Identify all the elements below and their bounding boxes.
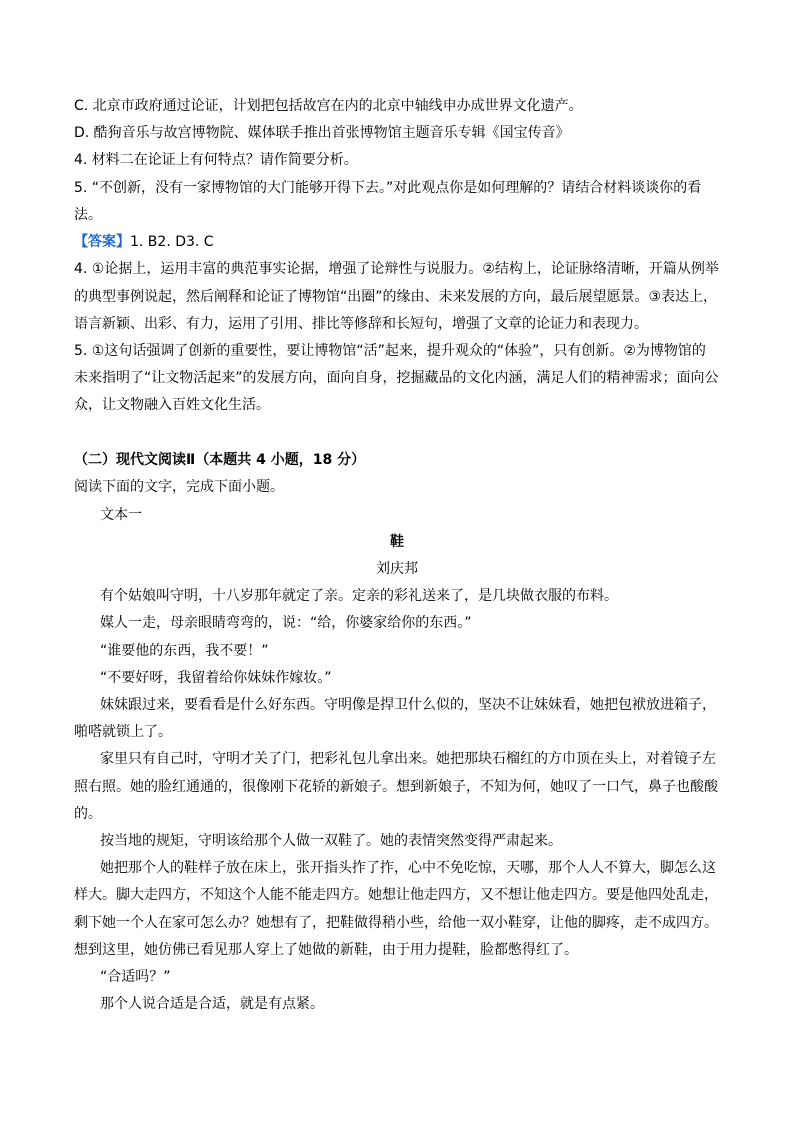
answer-5-line-3: 众，让文物融入百姓文化生活。 [74, 397, 270, 413]
answer-5-line-2: 未来指明了“让文物活起来”的发展方向，面向自身，挖掘藏品的文化内涵，满足人们的精神需求；面向公 [74, 370, 719, 386]
answer-4-line-1: 4. ①论据上，运用丰富的典范事实论据，增强了论辩性与说服力。②结构上，论证脉络清晰，开篇从例举 [74, 261, 719, 277]
answer-tag: 【答案】 [74, 234, 130, 250]
paragraph-1: 有个姑娘叫守明，十八岁那年就定了亲。定亲的彩礼送来了，是几块做衣服的布料。 [100, 588, 618, 604]
story-title: 鞋 [390, 534, 404, 550]
answer-5-line-1: 5. ①这句话强调了创新的重要性，要让博物馆“活”起来，提升观众的“体验”，只有创新。②为博物馆的 [74, 343, 706, 359]
answer-mc: 1. B2. D3. C [130, 234, 214, 250]
paragraph-8-line-2: 样大。脚大走四方，不知这个人能不能走四方。她想让他走四方，又不想让他走四方。要是他四处乱走， [74, 887, 718, 903]
option-c: C. 北京市政府通过论证，计划把包括故宫在内的北京中轴线申办成世界文化遗产。 [74, 98, 583, 114]
paragraph-5-line-1: 妹妹跟过来，要看看是什么好东西。守明像是捍卫什么似的，坚决不让妹妹看，她把包袱放进箱子， [100, 697, 716, 713]
section-title: （二）现代文阅读Ⅱ（本题共 4 小题，18 分） [74, 452, 366, 468]
paragraph-2: 媒人一走，母亲眼睛弯弯的，说：“给，你婆家给你的东西。” [100, 615, 472, 631]
answer-4-line-3: 语言新颖、出彩、有力，运用了引用、排比等修辞和长短句，增强了文章的论证力和表现力。 [74, 316, 648, 332]
paragraph-3: “谁要他的东西，我不要！” [100, 643, 269, 659]
paragraph-9: “合适吗？” [100, 969, 171, 985]
option-d: D. 酷狗音乐与故宫博物院、媒体联手推出首张博物馆主题音乐专辑《国宝传音》 [74, 125, 570, 141]
paragraph-7: 按当地的规矩，守明该给那个人做一双鞋了。她的表情突然变得严肃起来。 [100, 833, 562, 849]
paragraph-6-line-1: 家里只有自己时，守明才关了门，把彩礼包儿拿出来。她把那块石榴红的方巾顶在头上，对着镜子左 [100, 751, 716, 767]
paragraph-8-line-4: 想到这里，她仿佛已看见那人穿上了她做的新鞋，由于用力提鞋，脸都憋得红了。 [74, 942, 578, 958]
paragraph-6-line-2: 照右照。她的脸红通通的，很像刚下花轿的新娘子。想到新娘子，不知为何，她叹了一口气，鼻子也酸酸 [74, 779, 718, 795]
paragraph-4: “不要好呀，我留着给你妹妹作嫁妆。” [100, 670, 332, 686]
instruction: 阅读下面的文字，完成下面小题。 [74, 479, 284, 495]
question-5-line-2: 法。 [74, 207, 102, 223]
paragraph-5-line-2: 啪嗒就锁上了。 [74, 724, 172, 740]
question-5-line-1: 5. “不创新，没有一家博物馆的大门能够开得下去。”对此观点你是如何理解的？请结合材料谈谈你的看 [74, 180, 702, 196]
paragraph-10: 那个人说合适是合适，就是有点紧。 [100, 996, 324, 1012]
story-author: 刘庆邦 [376, 561, 418, 577]
answer-line [74, 232, 734, 252]
paragraph-8-line-3: 剩下她一个人在家可怎么办？她想有了，把鞋做得稍小些，给他一双小鞋穿，让他的脚疼，走不成四方。 [74, 915, 718, 931]
question-4: 4. 材料二在论证上有何特点？请作简要分析。 [74, 152, 358, 168]
paragraph-8-line-1: 她把那个人的鞋样子放在床上，张开指头拃了拃，心中不免吃惊，天哪，那个人人不算大，脚怎么这 [100, 860, 716, 876]
answer-4-line-2: 的典型事例说起，然后阐释和论证了博物馆“出圈”的缘由、未来发展的方向，最后展望愿景。③表达上， [74, 289, 718, 305]
text-label: 文本一 [100, 507, 142, 523]
paragraph-6-line-3: 的。 [74, 806, 102, 822]
